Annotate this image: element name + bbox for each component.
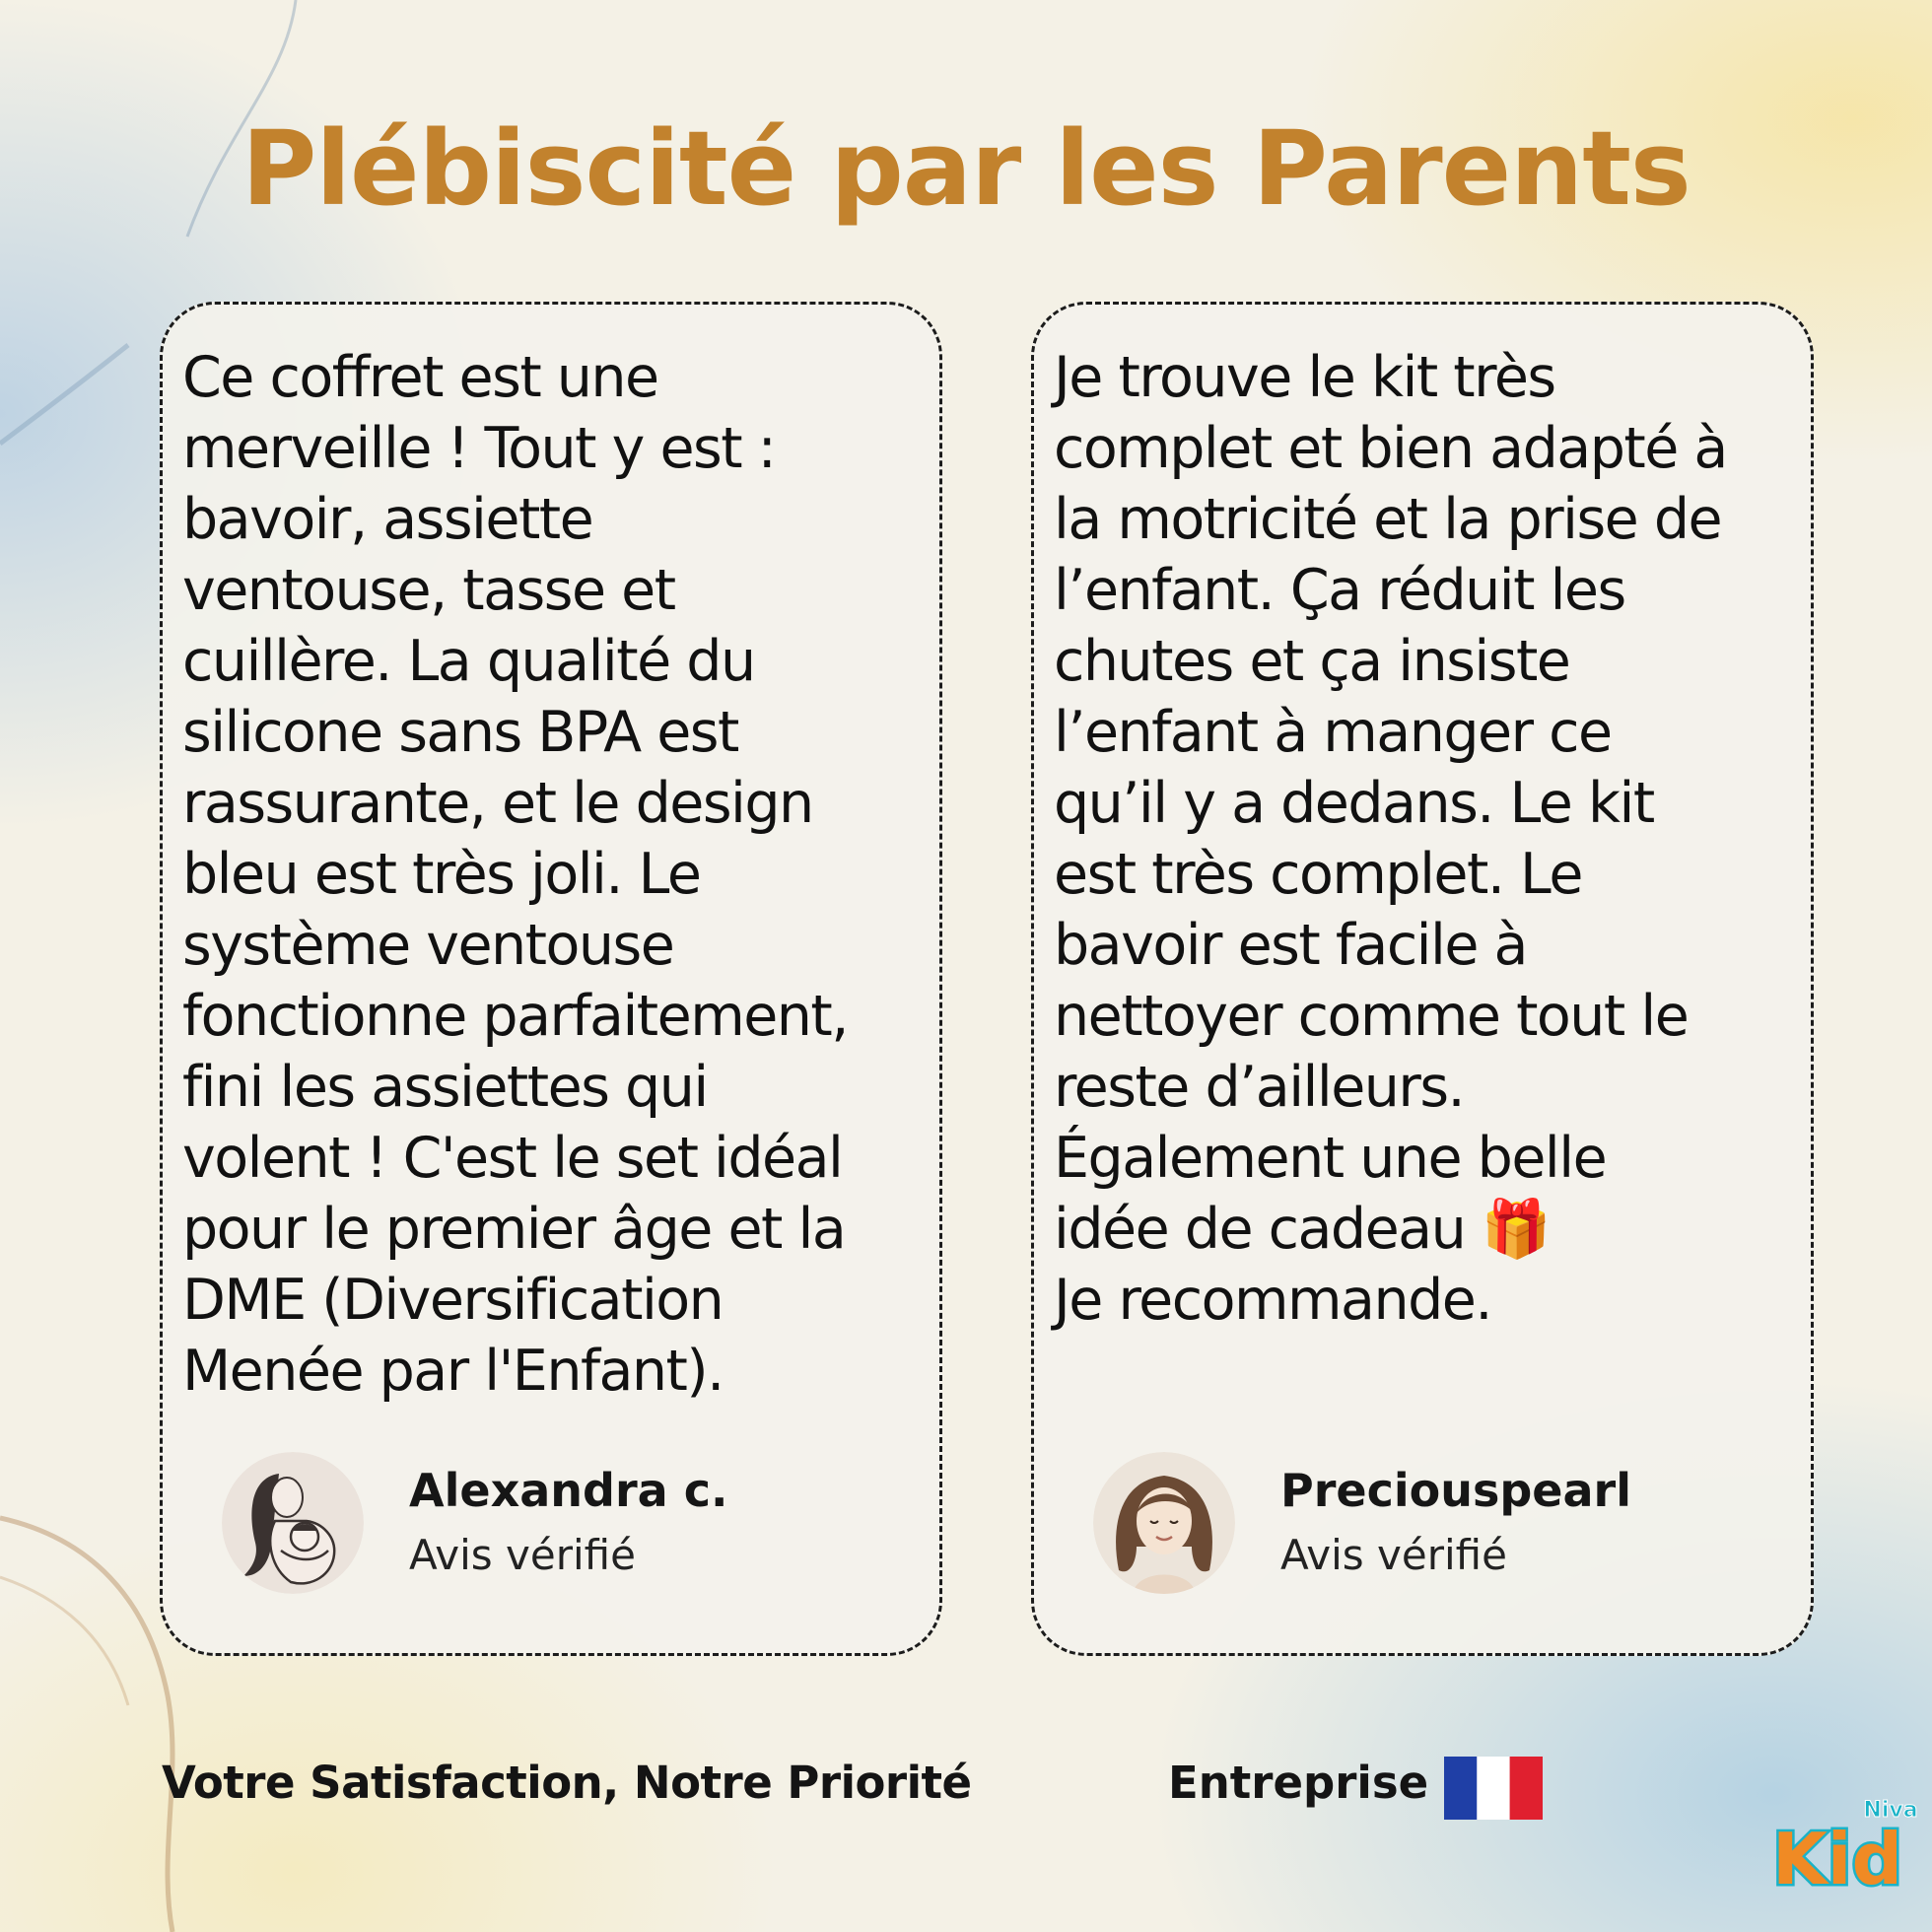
logo-top-text: Niva: [1863, 1798, 1918, 1823]
reviewer-name: Preciouspearl: [1280, 1464, 1631, 1517]
woman-avatar-icon: [1093, 1452, 1235, 1594]
reviewer-name: Alexandra c.: [409, 1464, 728, 1517]
reviewer-info: [222, 1452, 912, 1600]
verified-badge: Avis vérifié: [1280, 1531, 1507, 1579]
logo-main-text: Kid: [1772, 1818, 1903, 1898]
review-card-2: [1031, 302, 1814, 1656]
reviewer-info: [1093, 1452, 1783, 1600]
company-label: Entreprise: [1168, 1757, 1429, 1809]
review-card-1: [160, 302, 942, 1656]
review-text: Ce coffret est une merveille ! Tout y est : bavoir, assiette ventouse, tasse et cuillère. La qualité du silicone sans BPA est rassurante, et le design bleu est très joli. Le système ventouse fonctionne parfaitement, fini les assiettes qui volent ! C'est le set idéal pour le premier âge et la DME (Diversification Menée par l'Enfant).: [182, 345, 848, 1404]
french-flag-icon: [1444, 1757, 1543, 1820]
nivakid-logo: [1764, 1789, 1932, 1898]
verified-badge: Avis vérifié: [409, 1531, 636, 1579]
mother-baby-avatar-icon: [222, 1452, 364, 1594]
page-title: Plébiscité par les Parents: [242, 108, 1690, 229]
review-text: Je trouve le kit très complet et bien adapté à la motricité et la prise de l’enfant. Ça réduit les chutes et ça insiste l’enfant à manger ce qu’il y a dedans. Le kit est très complet. Le bavoir est facile à nettoyer comme tout le reste d’ailleurs. Également une belle idée de cadeau 🎁 Je recommande.: [1054, 345, 1727, 1333]
satisfaction-tagline: Votre Satisfaction, Notre Priorité: [162, 1757, 972, 1809]
